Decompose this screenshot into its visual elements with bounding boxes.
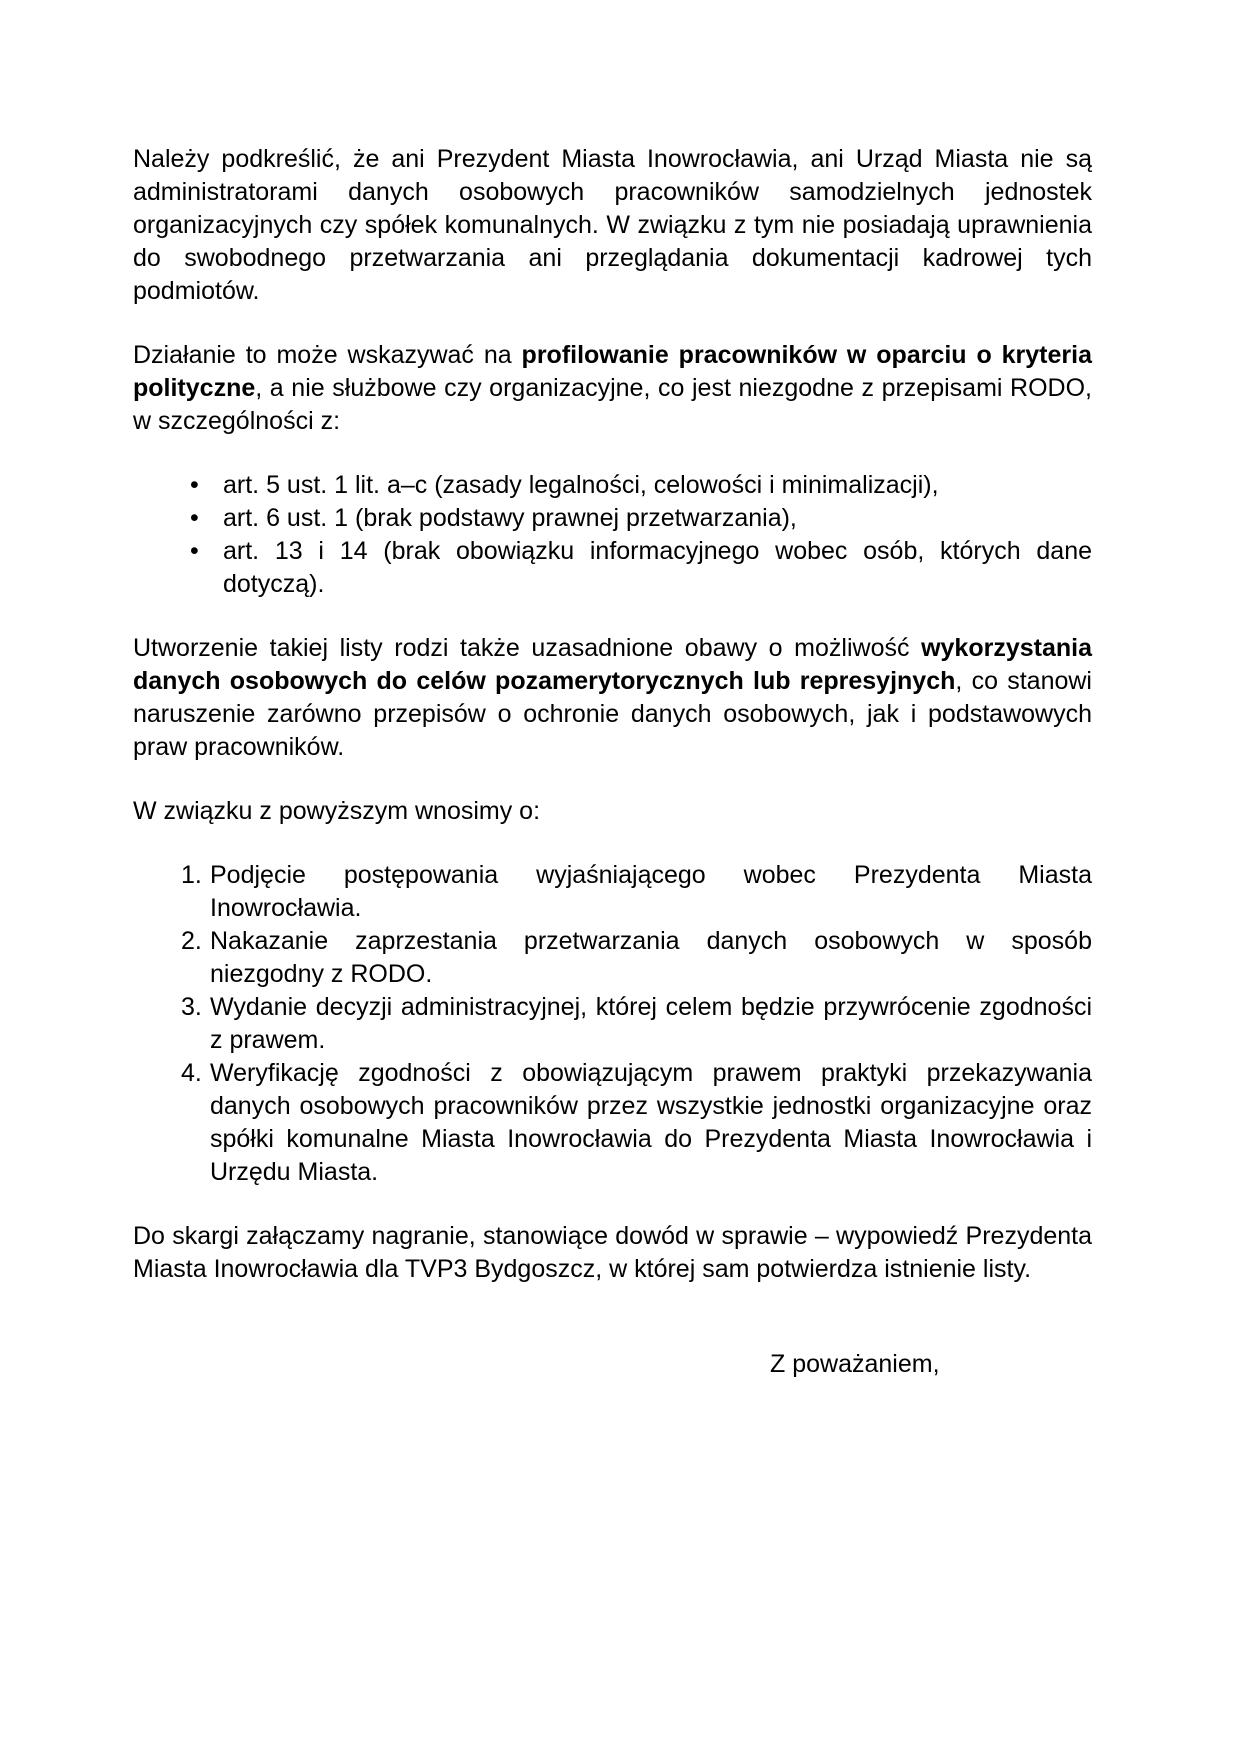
bullet-list-item — [133, 502, 1092, 535]
rodo-articles-bullet-list — [133, 469, 1092, 601]
bullet-list-item — [133, 535, 1092, 601]
paragraph-risk — [133, 632, 1092, 764]
paragraph-risk-bold-text: wykorzystania danych osobowych do celów pozamerytorycznych lub represyjnych — [133, 634, 1092, 695]
bullet-icon: • — [190, 471, 199, 499]
bullet-list-item-text: art. 13 i 14 (brak obowiązku informacyjnego wobec osób, których dane dotyczą). — [223, 537, 1092, 598]
numbered-list-item-text: Wydanie decyzji administracyjnej, której celem będzie przywrócenie zgodności z prawem. — [210, 993, 1092, 1054]
paragraph-profiling — [133, 339, 1092, 438]
list-number: 1. — [181, 861, 202, 889]
numbered-list-item-text: Weryfikację zgodności z obowiązującym prawem praktyki przekazywania danych osobowych pracowników przez wszystkie jednostki organizacyjne oraz spółki komunalne Miasta Inowrocławia do Prezydenta Miasta Inowrocławia i Urzędu Miasta. — [210, 1059, 1092, 1186]
paragraph-profiling-bold-text: profilowanie pracowników w oparciu o kryteria polityczne — [133, 341, 1092, 402]
list-number: 2. — [181, 927, 202, 955]
paragraph-intro: Należy podkreślić, że ani Prezydent Miasta Inowrocławia, ani Urząd Miasta nie są administratorami danych osobowych pracowników samodzielnych jednostek organizacyjnych czy spółek komunalnych. W związku z tym nie posiadają uprawnienia do swobodnego przetwarzania ani przeglądania dokumentacji kadrowej tych podmiotów. — [133, 145, 1092, 305]
paragraph-profiling-text-before: Działanie to może wskazywać na — [133, 341, 522, 369]
paragraph-risk-text-after: , co stanowi naruszenie zarówno przepisów o ochronie danych osobowych, jak i podstawowych praw pracowników. — [133, 667, 1092, 761]
bullet-list-item — [133, 469, 1092, 502]
bullet-icon: • — [190, 537, 199, 565]
numbered-list-item — [133, 991, 1092, 1057]
numbered-list-item-text: Podjęcie postępowania wyjaśniającego wobec Prezydenta Miasta Inowrocławia. — [210, 861, 1092, 922]
paragraph-profiling-text-after: , a nie służbowe czy organizacyjne, co jest niezgodne z przepisami RODO, w szczególności z: — [133, 374, 1092, 435]
numbered-list-item — [133, 925, 1092, 991]
numbered-list-item — [133, 859, 1092, 925]
numbered-list-item — [133, 1057, 1092, 1189]
paragraph-requests-intro: W związku z powyższym wnosimy o: — [133, 797, 541, 825]
list-number: 4. — [181, 1059, 202, 1087]
paragraph-risk-text-before: Utworzenie takiej listy rodzi także uzasadnione obawy o możliwość — [133, 634, 922, 662]
bullet-icon: • — [190, 504, 199, 532]
closing-salutation: Z poważaniem, — [770, 1350, 940, 1378]
list-number: 3. — [181, 993, 202, 1021]
numbered-list-item-text: Nakazanie zaprzestania przetwarzania danych osobowych w sposób niezgodny z RODO. — [210, 927, 1092, 988]
paragraph-attachment: Do skargi załączamy nagranie, stanowiące dowód w sprawie – wypowiedź Prezydenta Miasta Inowrocławia dla TVP3 Bydgoszcz, w której sam potwierdza istnienie listy. — [133, 1222, 1092, 1283]
bullet-list-item-text: art. 6 ust. 1 (brak podstawy prawnej przetwarzania), — [223, 504, 797, 532]
requests-numbered-list — [133, 859, 1092, 1189]
bullet-list-item-text: art. 5 ust. 1 lit. a–c (zasady legalności, celowości i minimalizacji), — [223, 471, 939, 499]
